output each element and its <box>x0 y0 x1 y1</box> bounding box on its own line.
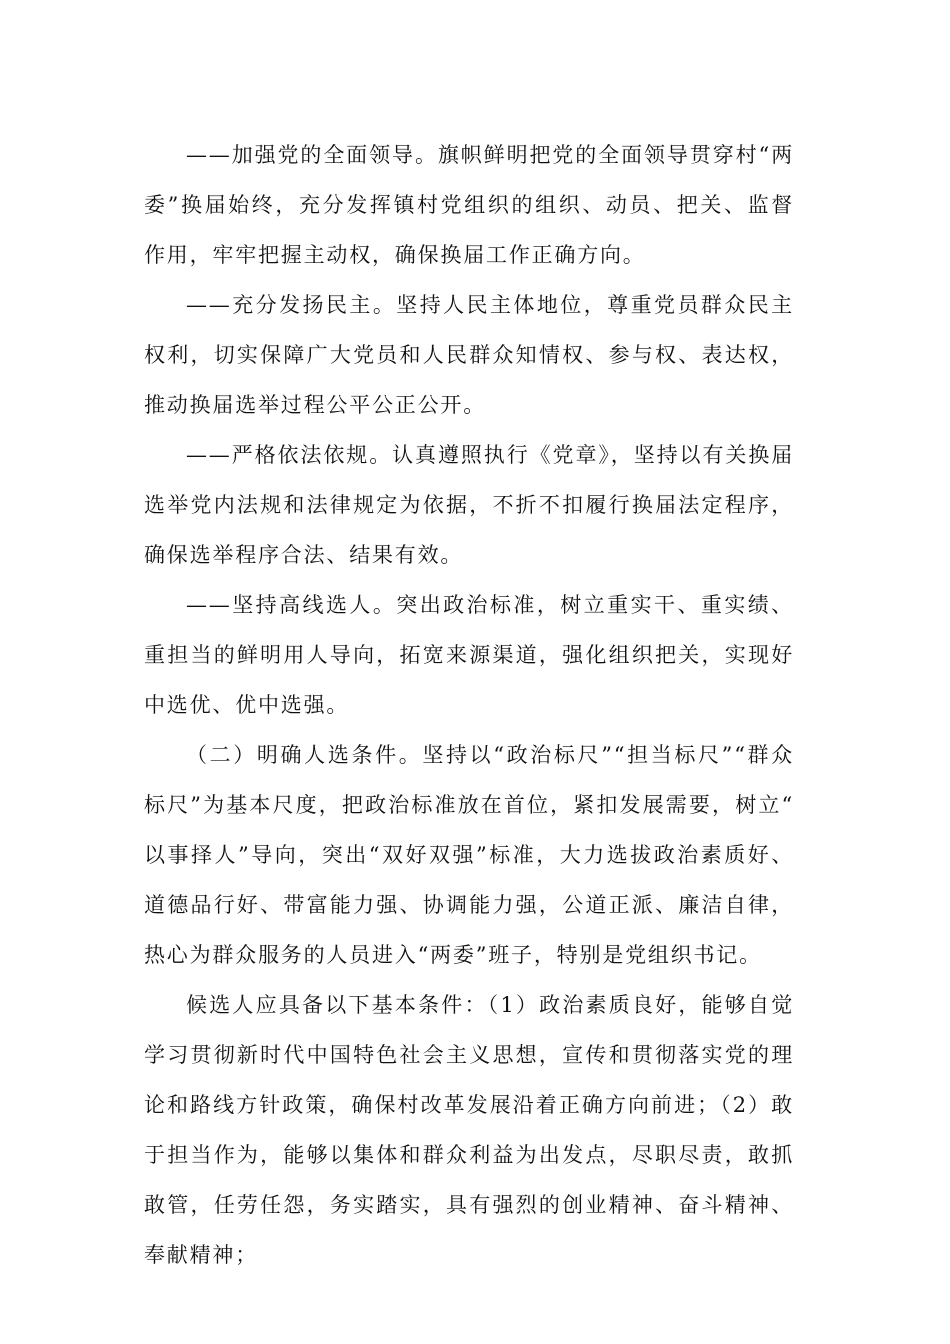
document-page <box>144 130 794 1280</box>
paragraph-high-standard-selection: ——坚持高线选人。突出政治标准，树立重实干、重实绩、重担当的鲜明用人导向，拓宽来源渠道，强化组织把关，实现好中选优、优中选强。 <box>144 593 794 717</box>
paragraph-candidate-conditions: （二）明确人选条件。坚持以“政治标尺”“担当标尺”“群众标尺”为基本尺度，把政治标准放在首位，紧扣发展需要，树立“以事择人”导向，突出“双好双强”标准，大力选拔政治素质好、道德品行好、带富能力强、协调能力强，公道正派、廉洁自律，热心为群众服务的人员进入“两委”班子，特别是党组织书记。 <box>144 743 794 967</box>
paragraph-follow-law: ——严格依法依规。认真遵照执行《党章》，坚持以有关换届选举党内法规和法律规定为依据，不折不扣履行换届法定程序，确保选举程序合法、结果有效。 <box>144 443 794 567</box>
paragraph-promote-democracy: ——充分发扬民主。坚持人民主体地位，尊重党员群众民主权利，切实保障广大党员和人民群众知情权、参与权、表达权，推动换届选举过程公平公正公开。 <box>144 293 794 417</box>
paragraph-basic-requirements: 候选人应具备以下基本条件：（1）政治素质良好，能够自觉学习贯彻新时代中国特色社会主义思想，宣传和贯彻落实党的理论和路线方针政策，确保村改革发展沿着正确方向前进；（2）敢于担当作为，能够以集体和群众利益为出发点，尽职尽责，敢抓敢管，任劳任怨，务实踏实，具有强烈的创业精神、奋斗精神、奉献精神； <box>144 993 794 1267</box>
paragraph-strengthen-leadership: ——加强党的全面领导。旗帜鲜明把党的全面领导贯穿村“两委”换届始终，充分发挥镇村党组织的组织、动员、把关、监督作用，牢牢把握主动权，确保换届工作正确方向。 <box>144 143 794 267</box>
